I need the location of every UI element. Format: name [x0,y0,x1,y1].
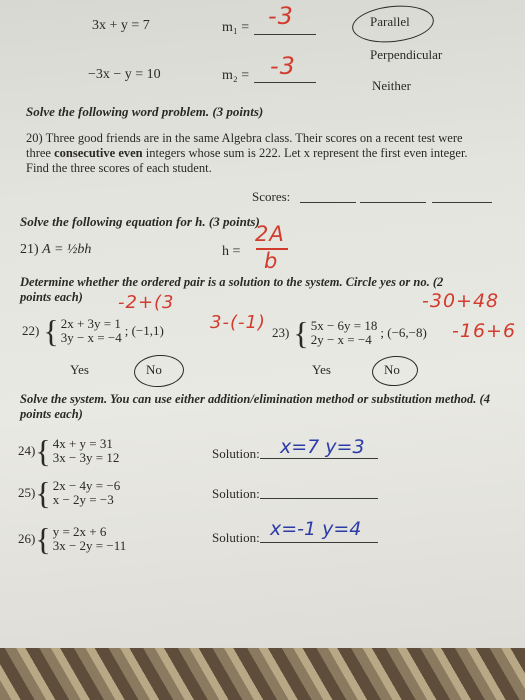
word-problem-heading: Solve the following word problem. (3 points) [26,104,264,119]
q24-brace: { [35,433,51,469]
q21-heading: Solve the following equation for h. (3 points) [20,214,260,229]
background-surface [0,648,525,700]
q22-yes[interactable]: Yes [70,362,89,377]
h-label: h = [222,244,241,259]
score-blank-3[interactable] [432,202,492,203]
option-parallel[interactable]: Parallel [370,14,410,29]
q22-work-2: 3-(-1) [210,312,266,333]
q23-no[interactable]: No [384,362,400,377]
q26-solution-label: Solution: [212,530,260,545]
scores-label: Scores: [252,189,291,204]
systems-check-heading: Determine whether the ordered pair is a solution to the system. Circle yes or no. (2 points each) [20,275,444,304]
q21-answer-denominator: b [264,249,279,273]
option-perpendicular[interactable]: Perpendicular [370,47,443,62]
m1-handwritten-answer: -3 [268,2,294,30]
equation-2: −3x − y = 10 [88,67,161,82]
q22-brace: { [43,313,59,349]
q23-brace: { [293,315,309,351]
q25-brace: { [35,475,51,511]
m1-label: m₁ = [222,20,250,35]
equation-1: 3x + y = 7 [92,18,150,33]
q26-brace: { [35,521,51,557]
q24-handwritten-answer: x=7 y=3 [280,436,365,458]
q22-system: 22) { 2x + 3y = 1 3y − x = −4 ; (−1,1) [22,313,164,349]
q22-no[interactable]: No [146,362,162,377]
q26-handwritten-answer: x=-1 y=4 [270,518,362,540]
q23-work-2: -16+6 [452,320,517,342]
q26-system: 26) { y = 2x + 6 3x − 2y = −11 [18,521,127,557]
q23-work-1: -30+48 [422,290,500,312]
question-20-text: 20) Three good friends are in the same Algebra class. Their scores on a recent test were three consecutive even integers whose sum is 222. Let x represent the first even integer. Find the three scores of each student. [26,131,468,175]
q25-solution-blank[interactable] [260,498,378,499]
q24-solution-blank[interactable] [260,458,378,459]
m1-blank[interactable] [254,34,316,35]
solve-system-heading: Solve the system. You can use either addition/elimination method or substitution method. (4 points each) [20,392,490,421]
q21-answer-numerator: 2A [255,222,285,246]
q26-solution-blank[interactable] [260,542,378,543]
score-blank-1[interactable] [300,202,356,203]
q23-yes[interactable]: Yes [312,362,331,377]
q23-system: 23) { 5x − 6y = 18 2y − x = −4 ; (−6,−8) [272,315,427,351]
q24-solution-label: Solution: [212,446,260,461]
q24-system: 24) { 4x + y = 31 3x − 3y = 12 [18,433,120,469]
m2-blank[interactable] [254,82,316,83]
m2-handwritten-answer: -3 [270,52,296,80]
q22-work-1: -2+(3 [118,292,175,313]
option-neither[interactable]: Neither [372,78,411,93]
q25-solution-label: Solution: [212,486,260,501]
q25-system: 25) { 2x − 4y = −6 x − 2y = −3 [18,475,121,511]
q21-equation: 21) A = ½bh [20,242,92,257]
m2-label: m₂ = [222,68,250,83]
score-blank-2[interactable] [360,202,426,203]
